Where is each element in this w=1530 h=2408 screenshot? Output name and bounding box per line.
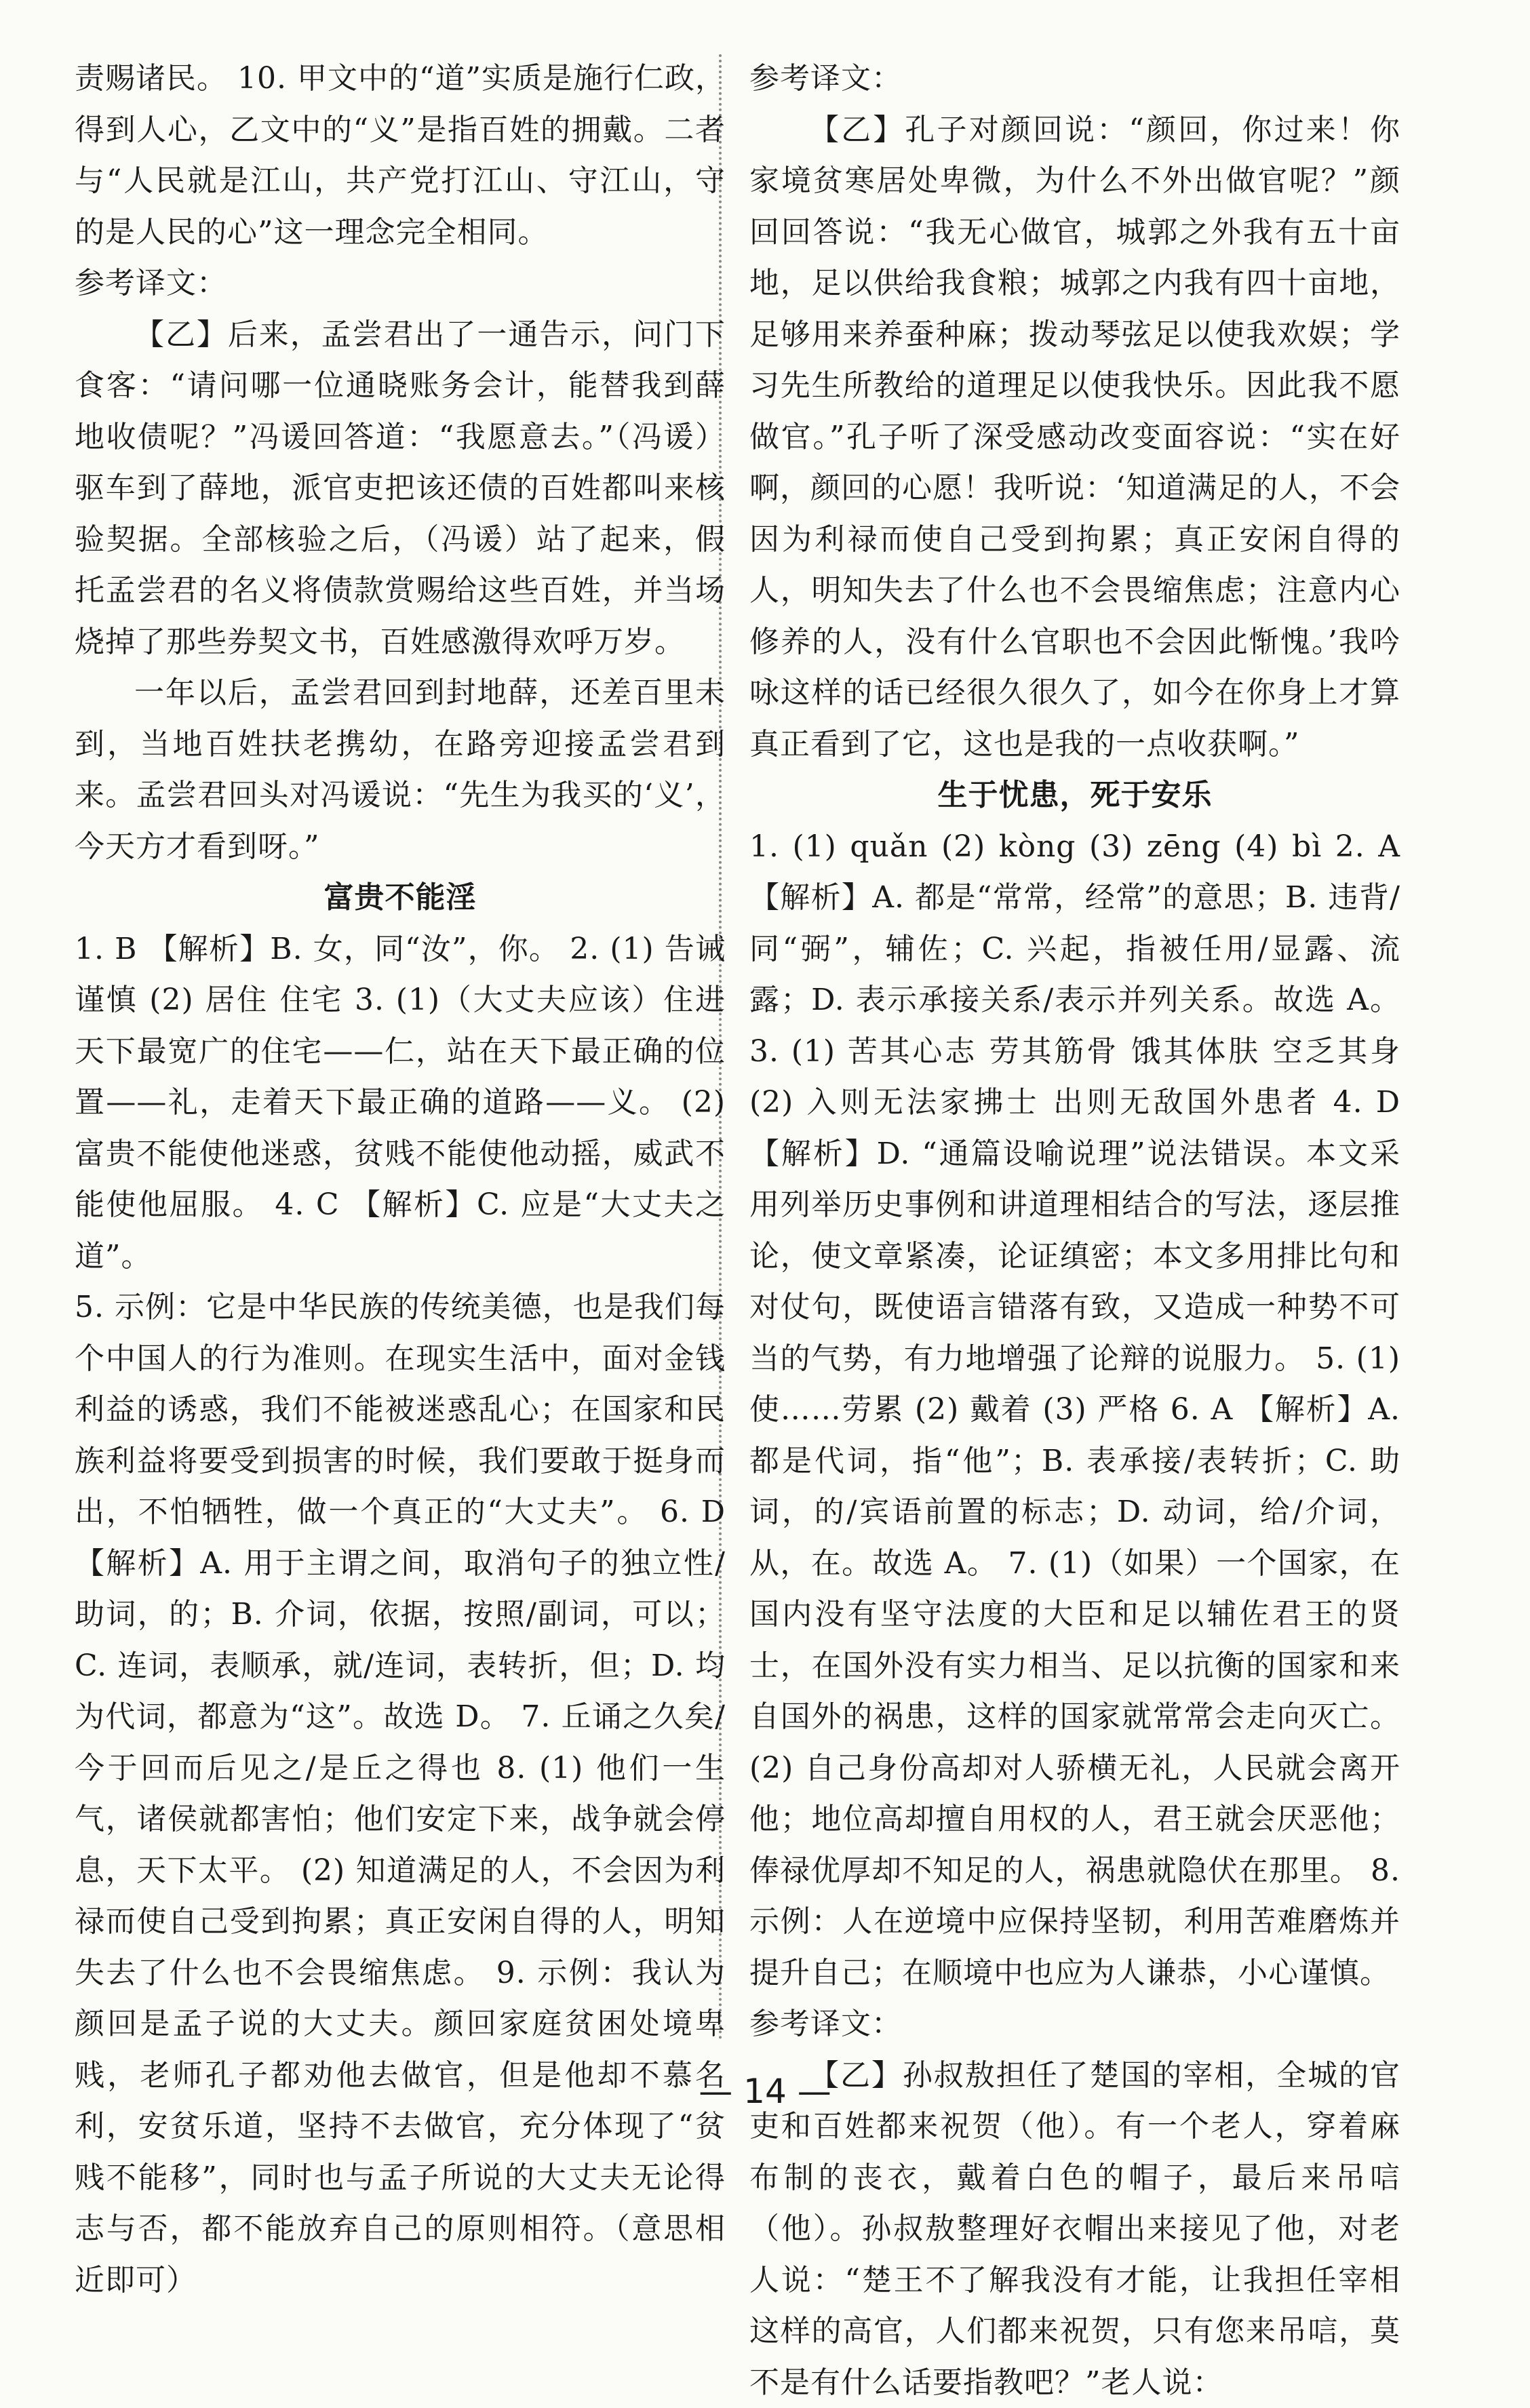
- answers-paragraph: 5. 示例：它是中华民族的传统美德，也是我们每个中国人的行为准则。在现实生活中，面对金钱利益的诱惑，我们不能被迷惑乱心；在国家和民族利益将要受到损害的时候，我们要敢于挺身而出，不怕牺牲，做一个真正的“大丈夫”。 6. D 【解析】A. 用于主谓之间，取消句子的独立性/助词，的；B. 介词，依据，按照/副词，可以；C. 连词，表顺承，就/连词，表转折，但；D. 均为代词，都意为“这”。故选 D。 7. 丘诵之久矣/今于回而后见之/是丘之得也 8. (1) 他们一生气，诸侯就都害怕；他们安定下来，战争就会停息，天下太平。 (2) 知道满足的人，不会因为利禄而使自己受到拘累；真正安闲自得的人，明知失去了什么也不会畏缩焦虑。 9. 示例：我认为颜回是孟子说的大丈夫。颜回家庭贫困处境卑贱，老师孔子都劝他去做官，但是他却不慕名利，安贫乐道，坚持不去做官，充分体现了“贫贱不能移”，同时也与孟子所说的大丈夫无论得志与否，都不能放弃自己的原则相符。（意思相近即可）: [75, 1282, 726, 2306]
- reference-translation-label: 参考译文：: [75, 258, 726, 309]
- answers-paragraph: 1. B 【解析】B. 女，同“汝”，你。 2. (1) 告诫 谨慎 (2) 居住 住宅 3. (1)（大丈夫应该）住进天下最宽广的住宅——仁，站在天下最正确的位置——礼，走着天下最正确的道路——义。 (2) 富贵不能使他迷惑，贫贱不能使他动摇，威武不能使他屈服。 4. C 【解析】C. 应是“大丈夫之道”。: [75, 924, 726, 1282]
- section-heading: 生于忧患，死于安乐: [749, 770, 1400, 821]
- reference-translation-label: 参考译文：: [749, 53, 1400, 104]
- right-column: [749, 53, 1400, 2408]
- left-column: [75, 53, 726, 2306]
- answer-10-paragraph: 责赐诸民。 10. 甲文中的“道”实质是施行仁政，得到人心，乙文中的“义”是指百姓的拥戴。二者与“人民就是江山，共产党打江山、守江山，守的是人民的心”这一理念完全相同。: [75, 53, 726, 258]
- translation-paragraph: 【乙】后来，孟尝君出了一通告示，问门下食客：“请问哪一位通晓账务会计，能替我到薛地收债呢？”冯谖回答道：“我愿意去。”（冯谖）驱车到了薛地，派官吏把该还债的百姓都叫来核验契据。全部核验之后，（冯谖）站了起来，假托孟尝君的名义将债款赏赐给这些百姓，并当场烧掉了那些券契文书，百姓感激得欢呼万岁。: [75, 309, 726, 668]
- reference-translation-label: 参考译文：: [749, 1998, 1400, 2050]
- translation-paragraph: 【乙】孙叔敖担任了楚国的宰相，全城的官吏和百姓都来祝贺（他）。有一个老人，穿着麻布制的丧衣，戴着白色的帽子，最后来吊唁（他）。孙叔敖整理好衣帽出来接见了他，对老人说：“楚王不了解我没有才能，让我担任宰相这样的高官，人们都来祝贺，只有您来吊唁，莫不是有什么话要指教吧？”老人说：: [749, 2050, 1400, 2408]
- section-heading: 富贵不能淫: [75, 872, 726, 924]
- translation-paragraph: 【乙】孔子对颜回说：“颜回，你过来！你家境贫寒居处卑微，为什么不外出做官呢？”颜回回答说：“我无心做官，城郭之外我有五十亩地，足以供给我食粮；城郭之内我有四十亩地，足够用来养蚕种麻；拨动琴弦足以使我欢娱；学习先生所教给的道理足以使我快乐。因此我不愿做官。”孔子听了深受感动改变面容说：“实在好啊，颜回的心愿！我听说：‘知道满足的人，不会因为利禄而使自己受到拘累；真正安闲自得的人，明知失去了什么也不会畏缩焦虑；注意内心修养的人，没有什么官职也不会因此惭愧。’我吟咏这样的话已经很久很久了，如今在你身上才算真正看到了它，这也是我的一点收获啊。”: [749, 104, 1400, 770]
- page-number: — 14 —: [0, 2072, 1530, 2111]
- translation-paragraph: 一年以后，孟尝君回到封地薛，还差百里未到，当地百姓扶老携幼，在路旁迎接孟尝君到来。孟尝君回头对冯谖说：“先生为我买的‘义’，今天方才看到呀。”: [75, 667, 726, 872]
- answers-paragraph: 1. (1) quǎn (2) kòng (3) zēng (4) bì 2. A 【解析】A. 都是“常常，经常”的意思；B. 违背/同“弼”，辅佐；C. 兴起，指被任用/显露、流露；D. 表示承接关系/表示并列关系。故选 A。 3. (1) 苦其心志 劳其筋骨 饿其体肤 空乏其身 (2) 入则无法家拂士 出则无敌国外患者 4. D 【解析】D. “通篇设喻说理”说法错误。本文采用列举历史事例和讲道理相结合的写法，逐层推论，使文章紧凑，论证缜密；本文多用排比句和对仗句，既使语言错落有致，又造成一种势不可当的气势，有力地增强了论辩的说服力。 5. (1) 使……劳累 (2) 戴着 (3) 严格 6. A 【解析】A. 都是代词，指“他”；B. 表承接/表转折；C. 助词，的/宾语前置的标志；D. 动词，给/介词，从，在。故选 A。 7. (1)（如果）一个国家，在国内没有坚守法度的大臣和足以辅佐君王的贤士，在国外没有实力相当、足以抗衡的国家和来自国外的祸患，这样的国家就常常会走向灭亡。 (2) 自己身份高却对人骄横无礼，人民就会离开他；地位高却擅自用权的人，君王就会厌恶他；俸禄优厚却不知足的人，祸患就隐伏在那里。 8. 示例：人在逆境中应保持坚韧，利用苦难磨炼并提升自己；在顺境中也应为人谦恭，小心谨慎。: [749, 821, 1400, 1999]
